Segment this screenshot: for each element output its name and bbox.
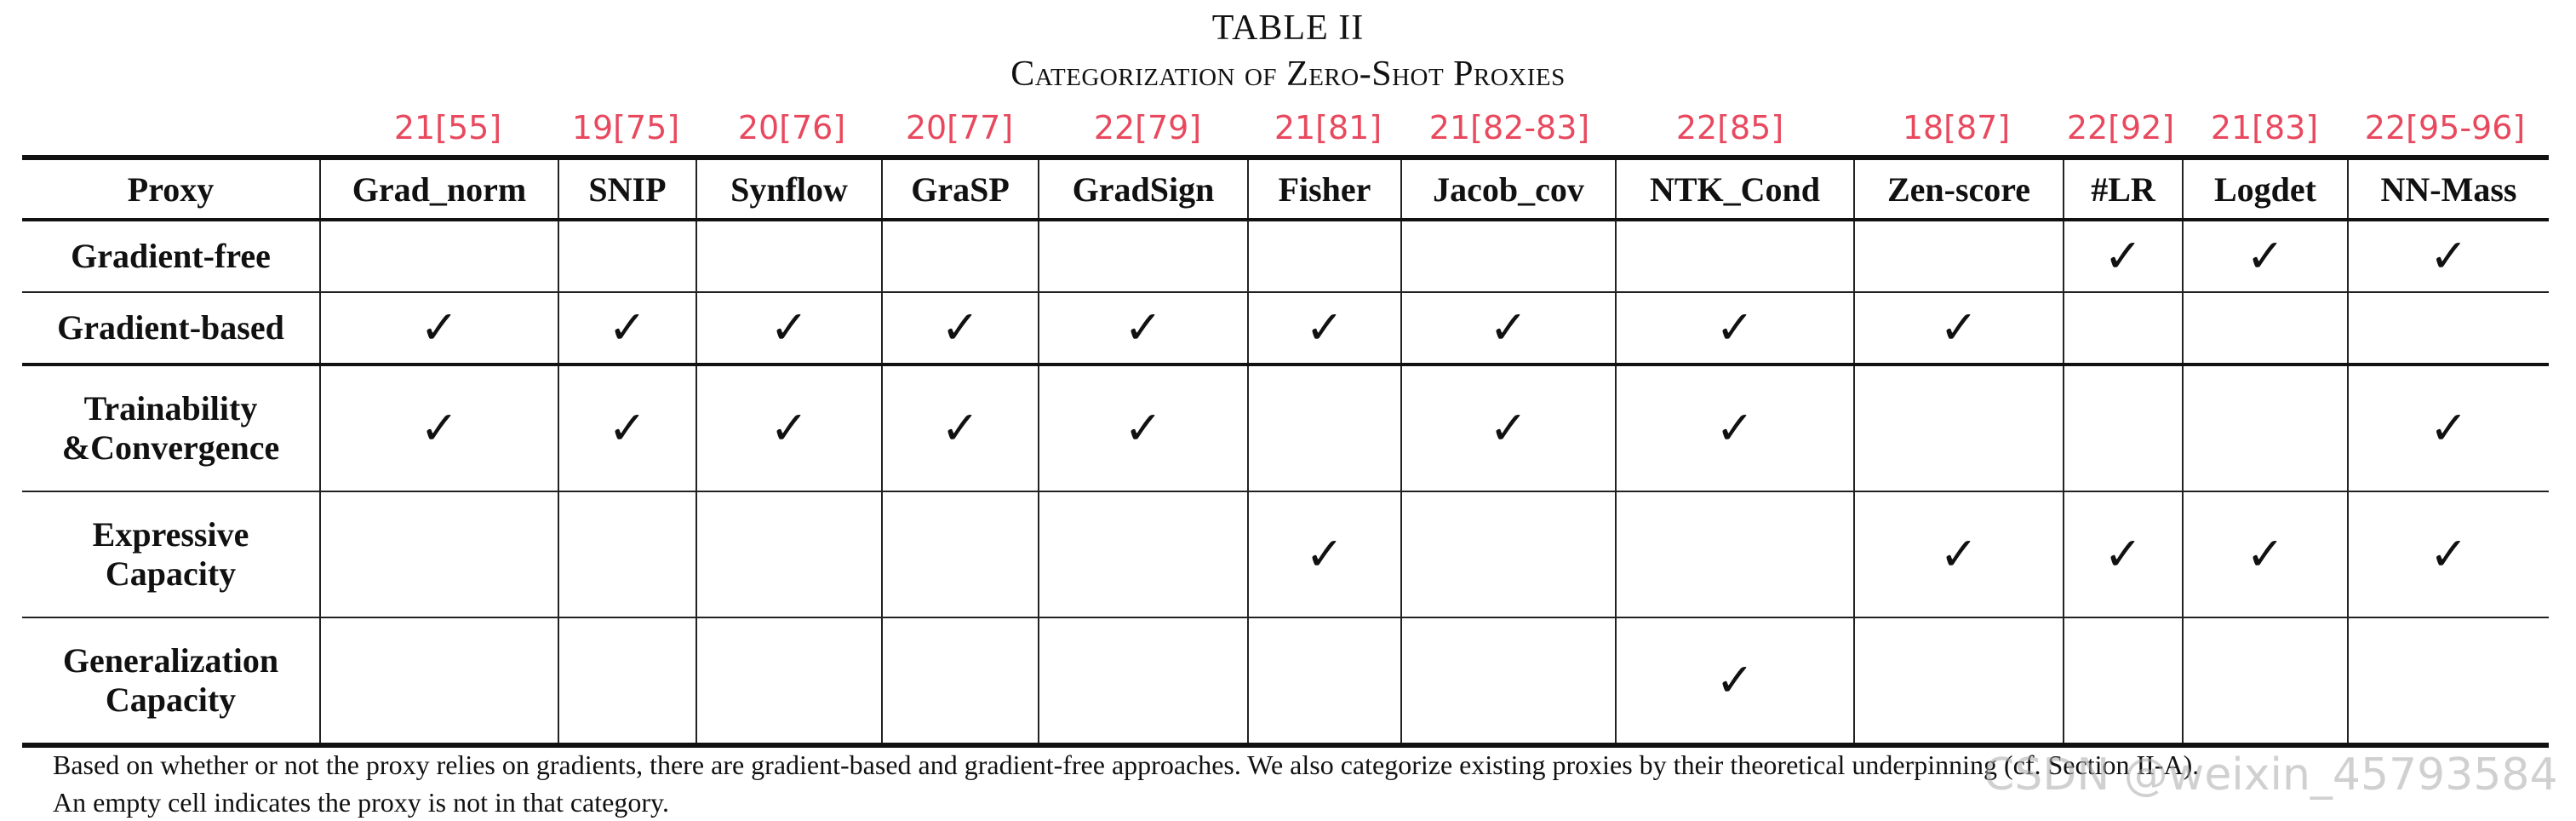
table-caption: Categorization of Zero-Shot Proxies bbox=[1010, 55, 1566, 94]
check-mark-icon: ✓ bbox=[2246, 228, 2285, 283]
row-label bbox=[22, 491, 320, 617]
annotation: 22[79] bbox=[1093, 109, 1202, 146]
empty-cell bbox=[882, 491, 1039, 617]
empty-cell bbox=[320, 491, 558, 617]
empty-cell bbox=[1854, 617, 2064, 745]
row-label bbox=[22, 617, 320, 745]
empty-cell bbox=[320, 220, 558, 292]
check-cell bbox=[2348, 365, 2549, 491]
annotation: 21[82-83] bbox=[1428, 109, 1590, 146]
row-label bbox=[22, 220, 320, 292]
check-mark-icon: ✓ bbox=[608, 400, 647, 455]
header-ntk-cond: NTK_Cond bbox=[1616, 158, 1854, 220]
empty-cell bbox=[1401, 617, 1616, 745]
check-cell bbox=[320, 292, 558, 365]
empty-cell bbox=[558, 617, 696, 745]
note-line: An empty cell indicates the proxy is not in that category. bbox=[53, 787, 669, 818]
check-mark-icon: ✓ bbox=[420, 400, 459, 455]
empty-cell bbox=[1854, 220, 2064, 292]
check-mark-icon: ✓ bbox=[2429, 526, 2469, 581]
check-mark-icon: ✓ bbox=[1305, 526, 1344, 581]
empty-cell bbox=[1401, 220, 1616, 292]
empty-cell bbox=[1039, 617, 1248, 745]
table-row bbox=[22, 491, 2549, 617]
check-cell bbox=[1854, 491, 2064, 617]
check-cell bbox=[1616, 292, 1854, 365]
header-snip: SNIP bbox=[558, 158, 696, 220]
check-mark-icon: ✓ bbox=[2429, 228, 2469, 283]
header-nn-mass: NN-Mass bbox=[2348, 158, 2549, 220]
header-synflow: Synflow bbox=[696, 158, 882, 220]
table-row bbox=[22, 220, 2549, 292]
check-mark-icon: ✓ bbox=[1124, 400, 1163, 455]
check-mark-icon: ✓ bbox=[941, 300, 980, 354]
empty-cell bbox=[1401, 491, 1616, 617]
table-row bbox=[22, 365, 2549, 491]
row-label-line: Expressive bbox=[92, 515, 249, 554]
empty-cell bbox=[2064, 292, 2183, 365]
empty-cell bbox=[558, 220, 696, 292]
check-cell bbox=[2348, 491, 2549, 617]
check-mark-icon: ✓ bbox=[770, 400, 809, 455]
check-cell bbox=[558, 292, 696, 365]
row-label-line: Gradient-free bbox=[71, 237, 271, 275]
annotation: 22[85] bbox=[1675, 109, 1784, 146]
header-lr: #LR bbox=[2064, 158, 2183, 220]
check-mark-icon: ✓ bbox=[770, 300, 809, 354]
row-label-line: Gradient-based bbox=[57, 308, 284, 347]
check-mark-icon: ✓ bbox=[1939, 526, 1978, 581]
check-cell bbox=[1401, 292, 1616, 365]
note-line: Based on whether or not the proxy relies on gradients, there are gradient-based and gradient-free approaches. We also categorize existing proxies by their theoretical underpinning (cf. Section II-A). bbox=[53, 749, 2200, 780]
check-mark-icon: ✓ bbox=[2104, 228, 2143, 283]
header-row bbox=[22, 158, 2549, 220]
header-gradsign: GradSign bbox=[1039, 158, 1248, 220]
check-cell bbox=[1248, 292, 1401, 365]
row-label bbox=[22, 292, 320, 365]
table-label: TABLE II bbox=[1211, 9, 1365, 48]
empty-cell bbox=[696, 220, 882, 292]
empty-cell bbox=[882, 617, 1039, 745]
check-mark-icon: ✓ bbox=[1715, 300, 1755, 354]
check-cell bbox=[558, 365, 696, 491]
row-label-line: Capacity bbox=[105, 680, 237, 719]
empty-cell bbox=[2183, 365, 2348, 491]
check-cell bbox=[1616, 365, 1854, 491]
check-mark-icon: ✓ bbox=[1124, 300, 1163, 354]
check-cell bbox=[2183, 220, 2348, 292]
empty-cell bbox=[2348, 292, 2549, 365]
empty-cell bbox=[1248, 365, 1401, 491]
empty-cell bbox=[558, 491, 696, 617]
empty-cell bbox=[2064, 617, 2183, 745]
check-cell bbox=[2183, 491, 2348, 617]
check-mark-icon: ✓ bbox=[2104, 526, 2143, 581]
annotation: 20[76] bbox=[737, 109, 846, 146]
check-mark-icon: ✓ bbox=[1489, 400, 1528, 455]
header-grad-norm: Grad_norm bbox=[320, 158, 558, 220]
empty-cell bbox=[2183, 617, 2348, 745]
check-cell bbox=[1854, 292, 2064, 365]
table-row bbox=[22, 292, 2549, 365]
empty-cell bbox=[1248, 220, 1401, 292]
annotation: 22[92] bbox=[2066, 109, 2175, 146]
watermark: CSDN @weixin_45793584 bbox=[1984, 749, 2558, 801]
check-mark-icon: ✓ bbox=[1489, 300, 1528, 354]
row-label-line: Trainability bbox=[83, 389, 258, 428]
annotation: 20[77] bbox=[905, 109, 1014, 146]
check-mark-icon: ✓ bbox=[941, 400, 980, 455]
empty-cell bbox=[320, 617, 558, 745]
empty-cell bbox=[1854, 365, 2064, 491]
check-mark-icon: ✓ bbox=[1939, 300, 1978, 354]
empty-cell bbox=[1039, 220, 1248, 292]
check-cell bbox=[1401, 365, 1616, 491]
check-cell bbox=[1248, 491, 1401, 617]
check-cell bbox=[1039, 292, 1248, 365]
row-label-line: Generalization bbox=[62, 641, 279, 680]
check-mark-icon: ✓ bbox=[1715, 652, 1755, 707]
check-cell bbox=[320, 365, 558, 491]
empty-cell bbox=[1616, 220, 1854, 292]
row-label-line: Capacity bbox=[105, 554, 237, 593]
check-mark-icon: ✓ bbox=[420, 300, 459, 354]
check-mark-icon: ✓ bbox=[608, 300, 647, 354]
empty-cell bbox=[1248, 617, 1401, 745]
check-cell bbox=[882, 292, 1039, 365]
check-cell bbox=[2064, 491, 2183, 617]
header-jacob-cov: Jacob_cov bbox=[1401, 158, 1616, 220]
header-fisher: Fisher bbox=[1248, 158, 1401, 220]
annotation: 21[55] bbox=[393, 109, 502, 146]
empty-cell bbox=[2348, 617, 2549, 745]
check-cell bbox=[696, 292, 882, 365]
annotation: 21[81] bbox=[1274, 109, 1382, 146]
annotation: 21[83] bbox=[2210, 109, 2319, 146]
empty-cell bbox=[1616, 491, 1854, 617]
empty-cell bbox=[2183, 292, 2348, 365]
header-proxy: Proxy bbox=[22, 158, 320, 220]
check-mark-icon: ✓ bbox=[2429, 400, 2469, 455]
header-zen-score: Zen-score bbox=[1854, 158, 2064, 220]
annotation: 19[75] bbox=[571, 109, 680, 146]
empty-cell bbox=[696, 617, 882, 745]
empty-cell bbox=[2064, 365, 2183, 491]
row-label-line: &Convergence bbox=[61, 428, 280, 467]
annotation: 22[95-96] bbox=[2364, 109, 2526, 146]
check-mark-icon: ✓ bbox=[1715, 400, 1755, 455]
check-cell bbox=[2064, 220, 2183, 292]
empty-cell bbox=[1039, 491, 1248, 617]
row-label bbox=[22, 365, 320, 491]
empty-cell bbox=[696, 491, 882, 617]
table-row bbox=[22, 617, 2549, 745]
annotation: 18[87] bbox=[1902, 109, 2011, 146]
check-mark-icon: ✓ bbox=[1305, 300, 1344, 354]
check-cell bbox=[1616, 617, 1854, 745]
empty-cell bbox=[882, 220, 1039, 292]
check-mark-icon: ✓ bbox=[2246, 526, 2285, 581]
header-grasp: GraSP bbox=[882, 158, 1039, 220]
reference-annotations bbox=[0, 102, 2576, 153]
header-logdet: Logdet bbox=[2183, 158, 2348, 220]
check-cell bbox=[1039, 365, 1248, 491]
check-cell bbox=[696, 365, 882, 491]
check-cell bbox=[882, 365, 1039, 491]
proxy-categorization-table bbox=[22, 155, 2549, 748]
check-cell bbox=[2348, 220, 2549, 292]
